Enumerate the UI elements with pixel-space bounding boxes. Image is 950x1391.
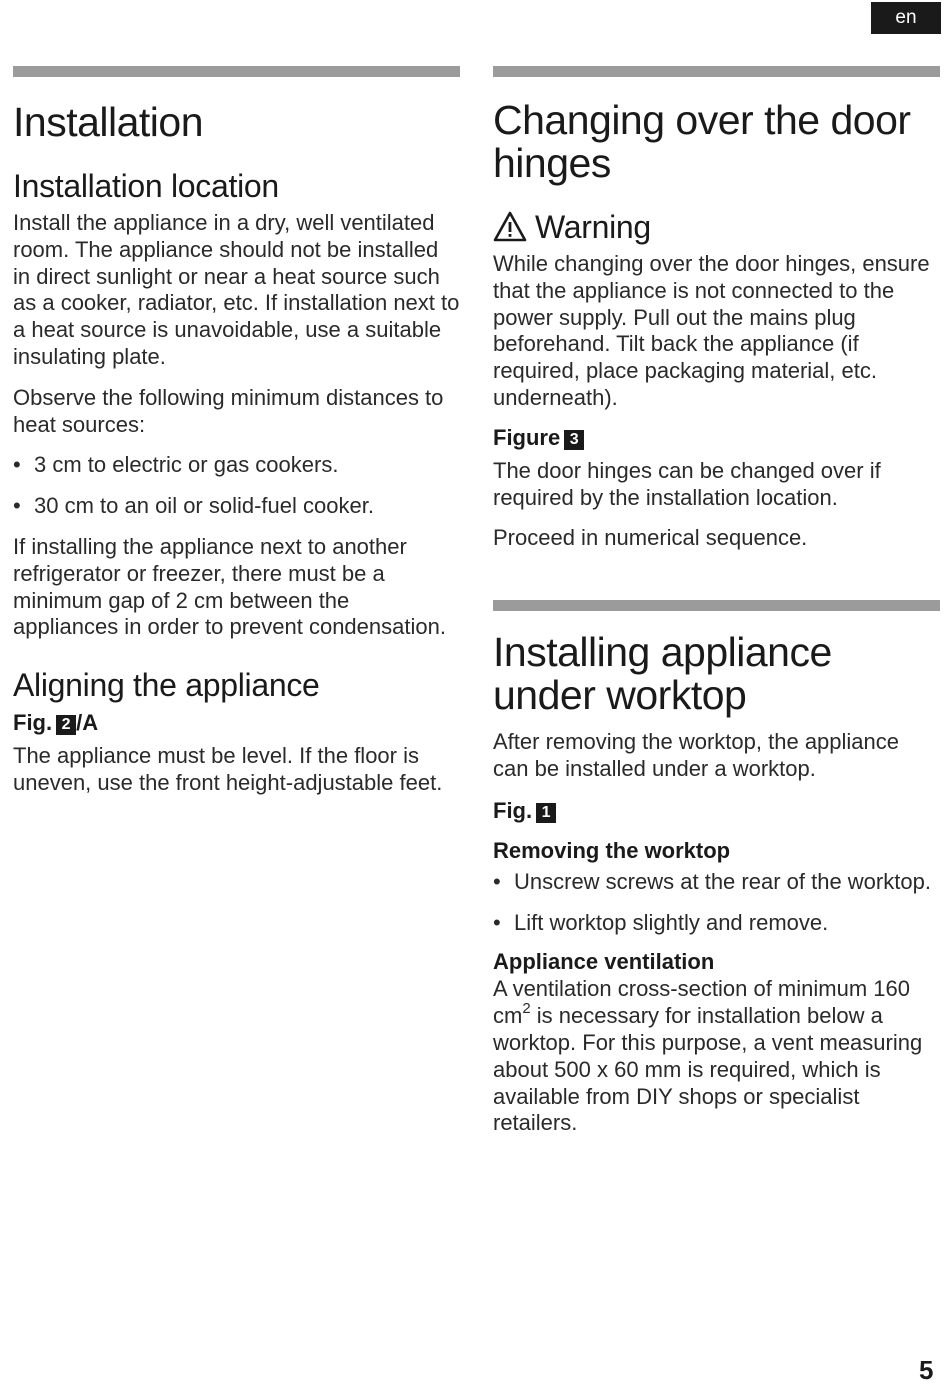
paragraph: If installing the appliance next to another refrigerator or freezer, there must be a minimum gap of 2 cm between the appliances in order to prevent condensation. <box>13 533 446 640</box>
figure-label: Fig. <box>493 797 533 823</box>
heading-aligning-appliance: Aligning the appliance <box>13 667 320 704</box>
figure-reference <box>493 797 940 825</box>
language-badge: en <box>871 2 941 34</box>
list-item: • Lift worktop slightly and remove. <box>493 910 940 937</box>
figure-number-badge: 1 <box>536 803 556 823</box>
figure-number-badge: 3 <box>564 430 584 450</box>
section-title-door-hinges: Changing over the door hinges <box>493 97 911 186</box>
paragraph: The appliance must be level. If the floor is uneven, use the front height-adjustable feet. <box>13 743 443 795</box>
ventilation-paragraph <box>493 976 940 1137</box>
paragraph: Install the appliance in a dry, well ventilated room. The appliance should not be installed in direct sunlight or near a heat source such as a cooker, radiator, etc. If installation next to a heat source is unavoidable, use a suitable insulating plate. <box>13 210 460 369</box>
superscript: 2 <box>522 1000 531 1018</box>
page-number: 5 <box>919 1355 934 1385</box>
section-title-under-worktop: Installing appliance under worktop <box>493 629 832 719</box>
removing-steps-list <box>493 869 940 937</box>
left-column <box>13 66 460 797</box>
heading-appliance-ventilation: Appliance ventilation <box>493 949 715 975</box>
figure-label: Figure <box>493 424 561 450</box>
heading-removing-worktop: Removing the worktop <box>493 837 731 863</box>
paragraph: The door hinges can be changed over if required by the installation location. <box>493 457 881 510</box>
figure-reference <box>493 424 940 452</box>
figure-number-badge: 2 <box>56 715 76 735</box>
warning-text: While changing over the door hinges, ensure that the appliance is not connected to the power supply. Pull out the mains plug beforehand. Tilt back the appliance (if required, place packaging material, etc. underneath). <box>493 251 930 410</box>
figure-reference <box>13 709 460 737</box>
figure-suffix: /A <box>76 710 99 736</box>
list-item: • 30 cm to an oil or solid-fuel cooker. <box>13 493 460 520</box>
distance-list <box>13 452 460 520</box>
section-divider <box>13 66 460 77</box>
warning-label: Warning <box>535 209 651 245</box>
paragraph: Proceed in numerical sequence. <box>493 525 808 551</box>
paragraph: Observe the following minimum distances to heat sources: <box>13 384 444 437</box>
section-divider <box>493 600 940 611</box>
list-item: • Unscrew screws at the rear of the worktop. <box>493 869 940 896</box>
list-item: • 3 cm to electric or gas cookers. <box>13 452 460 479</box>
paragraph: After removing the worktop, the appliance can be installed under a worktop. <box>493 729 900 781</box>
right-column <box>493 66 940 1137</box>
section-title-installation: Installation <box>13 99 204 145</box>
ventilation-text-end: is necessary for installation below a worktop. For this purpose, a vent measuring about 500 x 60 mm is required, which is available from DIY shops or specialist retailers. <box>493 1003 923 1136</box>
figure-label: Fig. <box>13 710 53 736</box>
ventilation-text-start: A ventilation cross-section of minimum 160 cm <box>493 976 910 1029</box>
warning-heading <box>493 209 940 245</box>
warning-icon <box>493 211 527 243</box>
heading-installation-location: Installation location <box>13 168 279 204</box>
section-divider <box>493 66 940 77</box>
